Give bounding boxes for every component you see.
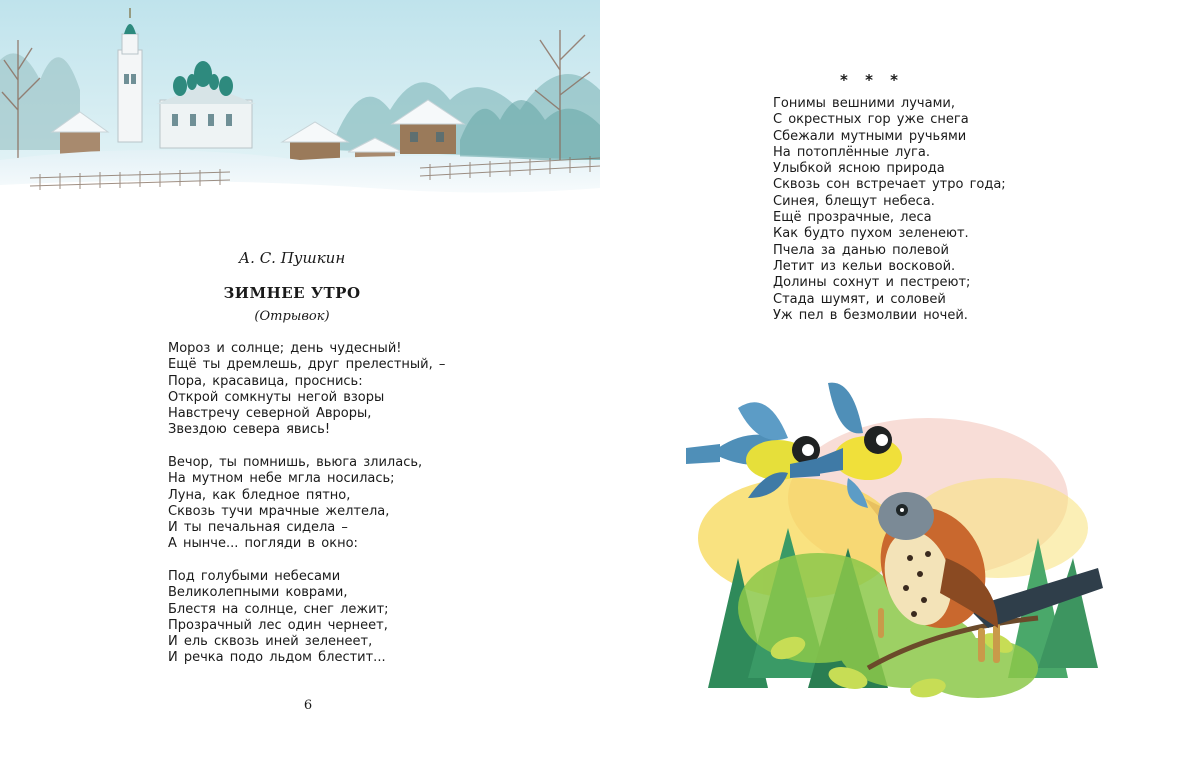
poem-line: Звездою севера явись! <box>168 422 331 438</box>
spring-birds-illustration <box>678 378 1118 708</box>
poem-line: Улыбкой ясною природа <box>773 161 945 177</box>
poem-line: Пчела за данью полевой <box>773 242 949 258</box>
poem-line: Летит из кельи восковой. <box>773 258 956 274</box>
stanza-3 <box>168 569 389 667</box>
poem-line: Пора, красавица, проснись: <box>168 373 363 389</box>
poem-line: Вечор, ты помнишь, вьюга злилась, <box>168 455 423 470</box>
poem-line: Сквозь тучи мрачные желтела, <box>168 503 390 519</box>
poem-line: Блестя на солнце, снег лежит; <box>168 601 389 617</box>
poem-line: И ель сквозь иней зеленеет, <box>168 634 373 650</box>
poem-line: Луна, как бледное пятно, <box>168 487 351 503</box>
poem-line: Сквозь сон встречает утро года; <box>773 177 1006 193</box>
right-poem <box>773 96 1006 324</box>
poem-subtitle: (Отрывок) <box>254 309 330 324</box>
poem-line: Сбежали мутными ручьями <box>773 128 967 144</box>
poem-line: Долины сохнут и пестреют; <box>773 275 971 291</box>
stanza-1 <box>168 341 445 439</box>
poem-line: Уж пел в безмолвии ночей. <box>773 307 968 323</box>
poem-line: А нынче... погляди в окно: <box>168 536 358 552</box>
section-separator: * * * <box>840 71 904 89</box>
poem-line: И речка подо льдом блестит... <box>168 650 386 666</box>
poem-line: Великолепными коврами, <box>168 585 348 601</box>
poem-line: На потоплённые луга. <box>773 144 930 160</box>
page-number: 6 <box>303 698 313 713</box>
poem-line: Под голубыми небесами <box>168 569 341 584</box>
poem-line: Прозрачный лес один чернеет, <box>168 617 388 633</box>
poem-line: Гонимы вешними лучами, <box>773 96 955 111</box>
poem-line: Синея, блещут небеса. <box>773 193 935 209</box>
poem-line: Открой сомкнуты негой взоры <box>168 389 385 405</box>
poem-line: На мутном небе мгла носилась; <box>168 471 395 487</box>
poem-line: И ты печальная сидела – <box>168 520 348 536</box>
poem-title: ЗИМНЕЕ УТРО <box>223 284 361 302</box>
poem-line: Ещё прозрачные, леса <box>773 210 932 226</box>
poem-line: Мороз и солнце; день чудесный! <box>168 341 402 356</box>
poem-author: А. С. Пушкин <box>238 249 346 267</box>
poem-line: С окрестных гор уже снега <box>773 112 969 128</box>
poem-line: Ещё ты дремлешь, друг прелестный, – <box>168 357 446 373</box>
poem-line: Навстречу северной Авроры, <box>168 406 372 422</box>
poem-line: Как будто пухом зеленеют. <box>773 226 969 242</box>
poem-line: Стада шумят, и соловей <box>773 291 946 307</box>
right-page <box>600 0 1200 762</box>
winter-village-church-illustration <box>0 0 600 210</box>
stanza-2 <box>168 455 422 553</box>
